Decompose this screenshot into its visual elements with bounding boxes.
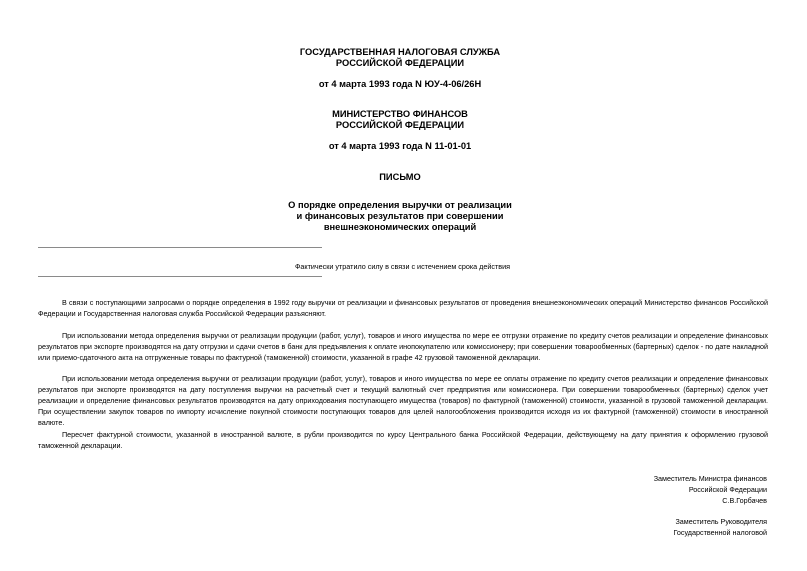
title-line2: и финансовых результатов при совершении — [296, 211, 504, 221]
title-line3: внешнеэкономических операций — [323, 222, 477, 232]
signature1-position: Заместитель Министра финансов — [653, 474, 767, 483]
agency1-heading — [180, 47, 620, 69]
paragraph-2: При использовании метода определения выручки от реализации продукции (работ, услуг), товаров и иного имущества по мере ее отгрузки отражение по кредиту счетов реализации и определение финансовых результатов при экспорте производятся на дату отгрузки и сдачи счетов в банк для предъявления к оплате инопокупателю или комиссионеру; при совершении товарообменных (бартерных) сделок - по дате накладной или приемо-сдаточного акта на отгруженные товары по фактурной (таможенной) стоимости, указанной в графе 42 грузовой таможенной декларации. — [38, 331, 768, 362]
divider-top — [38, 247, 322, 248]
divider-bottom — [38, 276, 322, 277]
agency2-name-line2: РОССИЙСКОЙ ФЕДЕРАЦИИ — [335, 120, 465, 130]
paragraph-4: Пересчет фактурной стоимости, указанной в иностранной валюте, в рубли производится по курсу Центрального банка Российской Федерации, действующему на дату принятия к оформлению грузовой таможенной декларации. — [38, 430, 768, 450]
paragraph-3: При использовании метода определения выручки от реализации продукции (работ, услуг), товаров и иного имущества по мере ее оплаты отражение по кредиту счетов реализации и определение финансовых результатов при экспорте производятся на дату поступления выручки на расчетный счет и текущий валютный счет предприятия или комиссионера. При совершении товарообменных (бартерных) сделок учет реализации и определение финансовых результатов производятся на дату оприходования поступающего имущества (товаров) по фактурной (таможенной) стоимости, указанной в грузовой таможенной декларации. При осуществлении закупок товаров по импорту исчисление покупной стоимости поступающих товаров для целей налогообложения производится исходя из их фактурной (таможенной) стоимости в иностранной валюте. — [38, 374, 768, 427]
signature2-agency: Государственной налоговой — [673, 528, 767, 537]
agency1-name-line2: РОССИЙСКОЙ ФЕДЕРАЦИИ — [335, 58, 465, 68]
signature-block-2 — [507, 516, 767, 538]
agency1-date: от 4 марта 1993 года N ЮУ-4-06/26Н — [318, 79, 482, 89]
document-type: ПИСЬМО — [379, 172, 421, 182]
status-note: Фактически утратило силу в связи с истечением срока действия — [294, 262, 510, 271]
agency2-heading — [180, 109, 620, 131]
paragraph-1: В связи с поступающими запросами о порядке определения в 1992 году выручки от реализации и финансовых результатов от проведения внешнеэкономических операций Министерство финансов Российской Федерации и Государственная налоговая служба Российской Федерации разъясняют. — [38, 298, 768, 318]
signature1-name: С.В.Горбачев — [722, 496, 767, 505]
agency2-name-line1: МИНИСТЕРСТВО ФИНАНСОВ — [332, 109, 468, 119]
title-line1: О порядке определения выручки от реализации — [288, 200, 512, 210]
signature2-position: Заместитель Руководителя — [675, 517, 767, 526]
agency2-date: от 4 марта 1993 года N 11-01-01 — [328, 141, 472, 151]
document-title — [180, 200, 620, 233]
agency1-name-line1: ГОСУДАРСТВЕННАЯ НАЛОГОВАЯ СЛУЖБА — [299, 47, 501, 57]
signature-block-1 — [507, 473, 767, 506]
signature1-country: Российской Федерации — [688, 485, 767, 494]
